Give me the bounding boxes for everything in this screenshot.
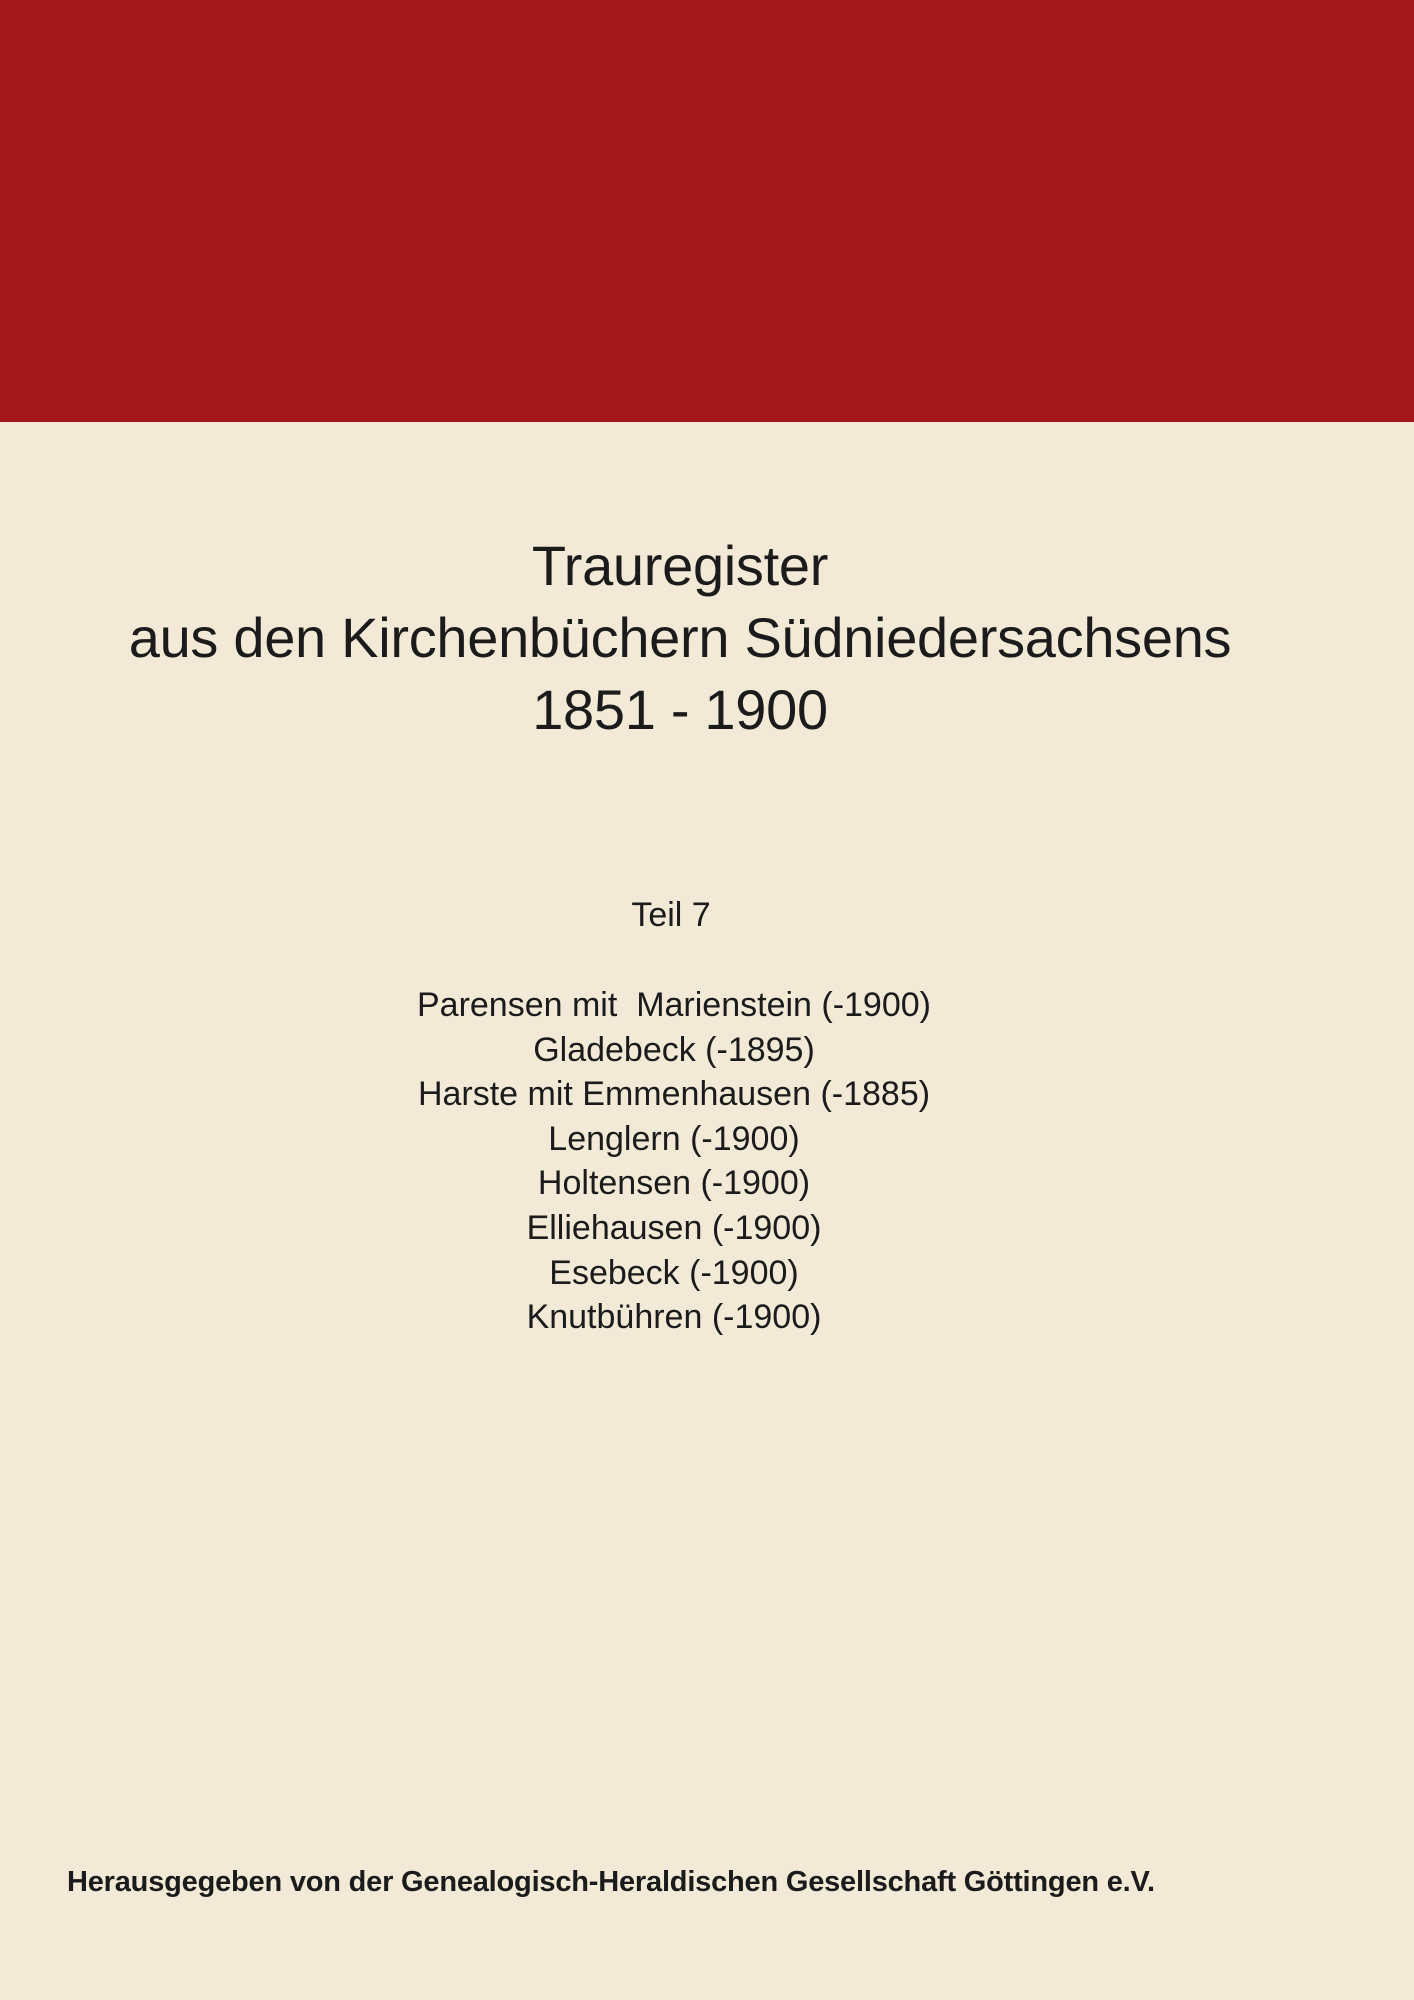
- title-line: Trauregister: [531, 534, 829, 597]
- parish-item: Esebeck (-1900): [549, 1253, 799, 1292]
- part-label: Teil 7: [631, 896, 711, 934]
- title-line: 1851 - 1900: [532, 678, 828, 741]
- parish-item: Lenglern (-1900): [548, 1119, 800, 1158]
- publisher-line: Herausgegeben von der Genealogisch-Heraldischen Gesellschaft Göttingen e.V.: [67, 1866, 1155, 1898]
- parish-item: Elliehausen (-1900): [526, 1208, 822, 1247]
- parish-item: Holtensen (-1900): [537, 1164, 811, 1203]
- parish-item: Harste mit Emmenhausen (-1885): [417, 1075, 931, 1114]
- parish-item: Knutbühren (-1900): [526, 1298, 822, 1337]
- parish-item: Parensen mit Marienstein (-1900): [416, 986, 931, 1024]
- parish-item: Gladebeck (-1895): [533, 1030, 815, 1069]
- book-title: [0, 530, 1360, 746]
- title-line: aus den Kirchenbüchern Südniedersachsens: [128, 606, 1232, 669]
- parish-list: [0, 983, 1348, 1340]
- red-header-band: [0, 0, 1414, 422]
